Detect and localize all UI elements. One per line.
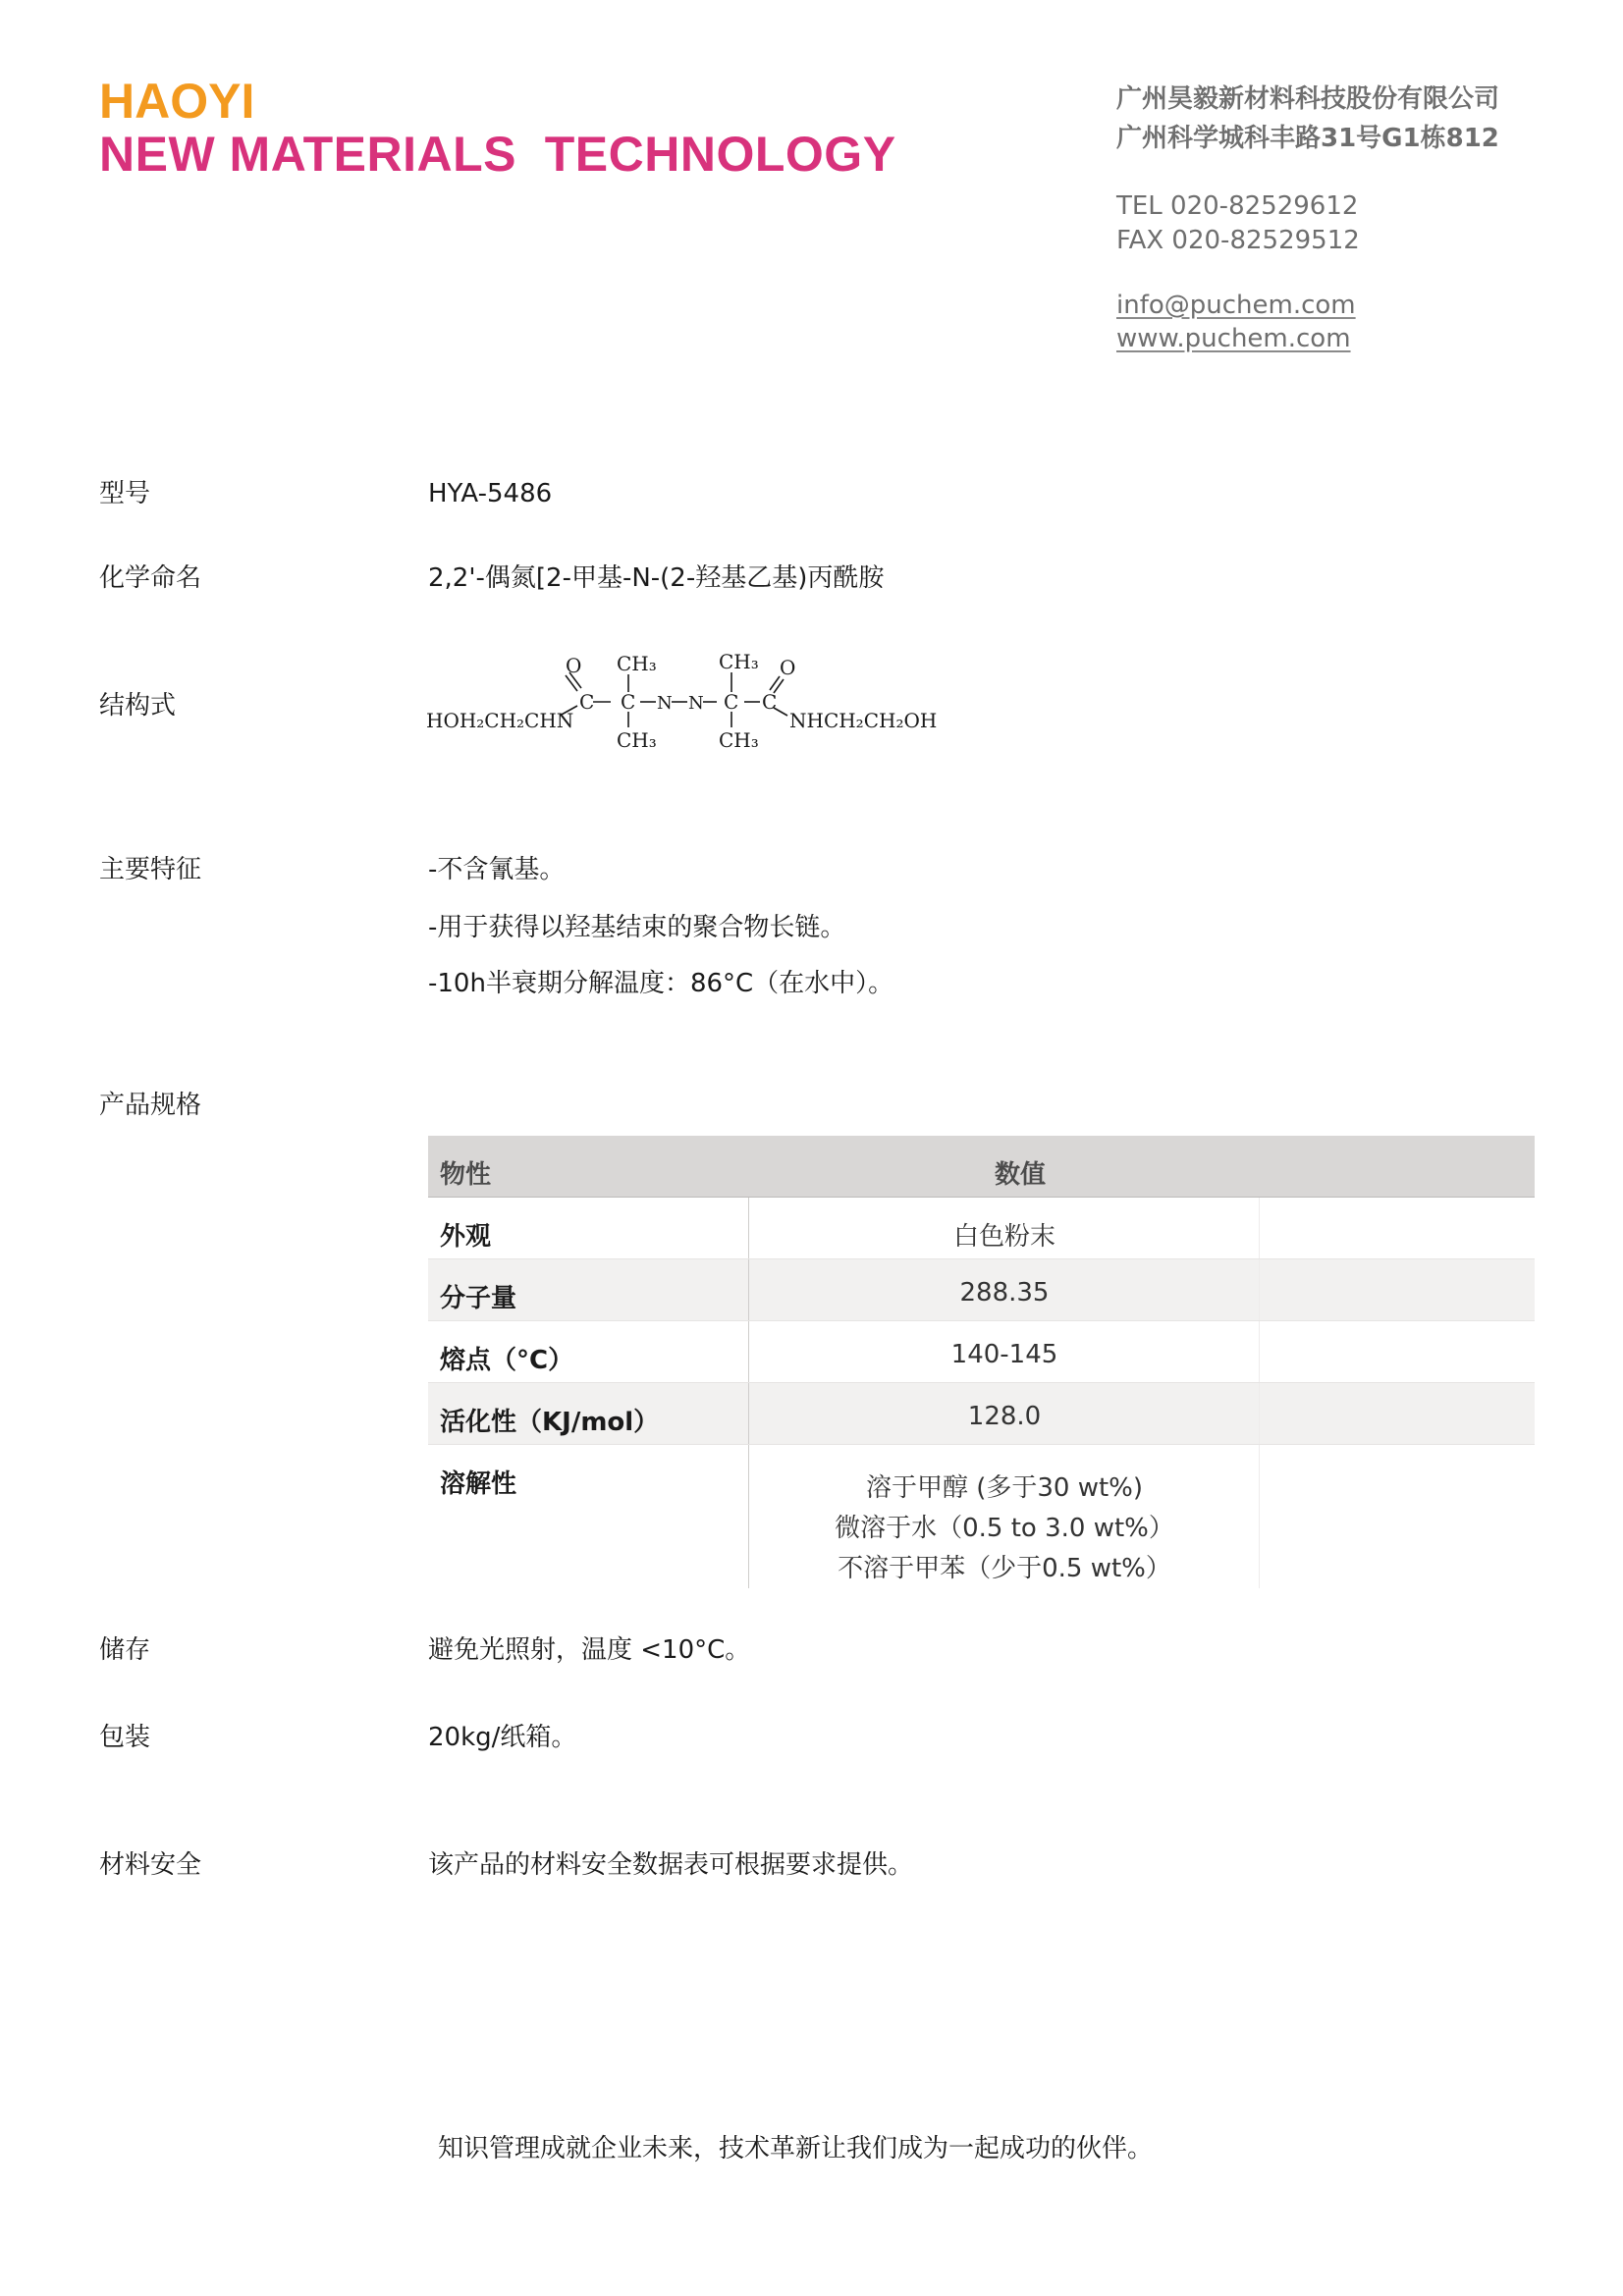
package-label: 包装 xyxy=(99,1723,151,1752)
property-cell: 分子量 xyxy=(440,1284,517,1313)
table-row xyxy=(428,1445,1535,1588)
table-row xyxy=(428,1259,1535,1321)
company-name: 广州昊毅新材料科技股份有限公司 xyxy=(1116,84,1500,114)
brand-subtitle: NEW MATERIALS TECHNOLOGY xyxy=(99,127,896,182)
oxygen-right: O xyxy=(780,656,796,679)
left-group: HOH₂CH₂CHN xyxy=(426,709,574,732)
property-cell: 外观 xyxy=(440,1222,492,1252)
feature-item: -用于获得以羟基结束的聚合物长链。 xyxy=(428,913,846,942)
company-fax: FAX 020-82529512 xyxy=(1116,226,1360,255)
value-cell: 288.35 xyxy=(959,1278,1050,1308)
property-cell: 熔点（°C） xyxy=(440,1346,574,1375)
website-link[interactable]: www.puchem.com xyxy=(1116,324,1351,353)
value-cell: 140-145 xyxy=(950,1340,1058,1369)
nitrogen-2: N xyxy=(688,693,704,714)
features-label: 主要特征 xyxy=(99,855,202,884)
package-value: 20kg/纸箱。 xyxy=(428,1723,577,1752)
brand-name: HAOYI xyxy=(99,74,255,129)
quaternary-carbon-1: C xyxy=(621,690,636,714)
company-tel: TEL 020-82529612 xyxy=(1116,191,1359,221)
safety-label: 材料安全 xyxy=(99,1850,202,1880)
top-methyl-2: CH₃ xyxy=(719,650,759,673)
safety-value: 该产品的材料安全数据表可根据要求提供。 xyxy=(428,1850,914,1880)
feature-item: -10h半衰期分解温度：86°C（在水中）。 xyxy=(428,969,894,998)
table-row xyxy=(428,1383,1535,1445)
storage-label: 储存 xyxy=(99,1635,151,1665)
spec-label: 产品规格 xyxy=(99,1091,202,1120)
right-group: NHCH₂CH₂OH xyxy=(789,709,938,732)
solubility-line: 溶于甲醇 (多于30 wt%) xyxy=(865,1473,1144,1503)
carbon-left: C xyxy=(579,690,595,714)
value-cell: 白色粉末 xyxy=(952,1222,1055,1252)
nitrogen-1: N xyxy=(657,693,673,714)
spec-table xyxy=(428,1136,1535,1588)
table-row xyxy=(428,1198,1535,1259)
top-methyl-1: CH₃ xyxy=(617,652,657,675)
header-property: 物性 xyxy=(440,1160,492,1190)
solubility-line: 不溶于甲苯（少于0.5 wt%） xyxy=(838,1554,1171,1583)
chem-name-value: 2,2'-偶氮[2-甲基-N-(2-羟基乙基)丙酰胺 xyxy=(428,563,885,593)
property-cell: 活化性（KJ/mol） xyxy=(440,1408,660,1437)
model-value: HYA-5486 xyxy=(428,479,553,508)
value-cell: 128.0 xyxy=(967,1402,1042,1431)
oxygen-left: O xyxy=(566,654,582,677)
quaternary-carbon-2: C xyxy=(724,690,739,714)
bottom-methyl-1: CH₃ xyxy=(617,728,657,752)
email-link[interactable]: info@puchem.com xyxy=(1116,291,1356,320)
table-row xyxy=(428,1321,1535,1383)
value-cell xyxy=(749,1468,1260,1589)
structural-formula xyxy=(424,633,974,756)
storage-value: 避免光照射，温度 <10°C。 xyxy=(428,1635,751,1665)
chem-name-label: 化学命名 xyxy=(99,563,202,593)
footer-motto: 知识管理成就企业未来，技术革新让我们成为一起成功的伙伴。 xyxy=(438,2134,1154,2163)
model-label: 型号 xyxy=(99,479,151,508)
table-header xyxy=(428,1136,1535,1198)
structure-label: 结构式 xyxy=(99,691,177,721)
bottom-methyl-2: CH₃ xyxy=(719,728,759,752)
header-value: 数值 xyxy=(995,1160,1047,1190)
carbon-right: C xyxy=(762,690,778,714)
company-address: 广州科学城科丰路31号G1栋812 xyxy=(1116,124,1499,153)
solubility-line: 微溶于水（0.5 to 3.0 wt%） xyxy=(835,1514,1174,1543)
feature-item: -不含氰基。 xyxy=(428,855,566,884)
property-cell: 溶解性 xyxy=(440,1469,517,1499)
